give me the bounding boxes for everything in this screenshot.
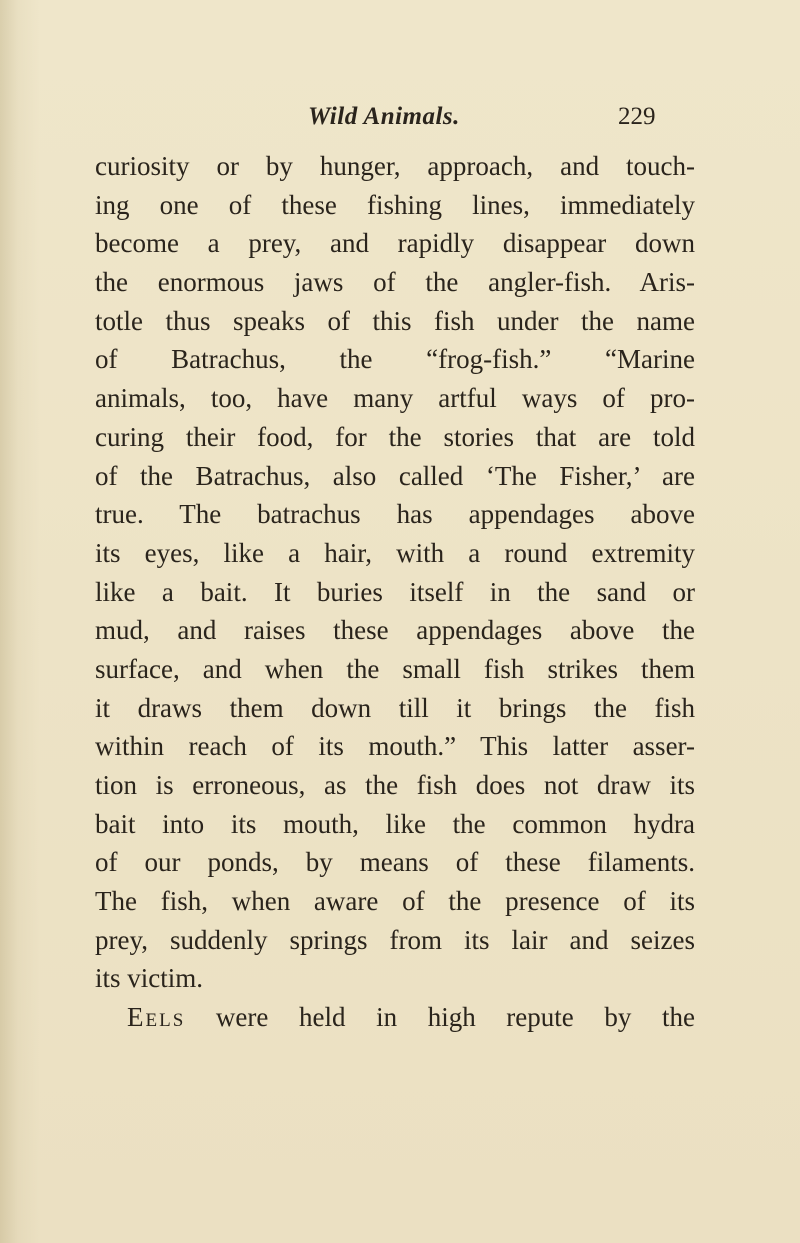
text-line: within reach of its mouth.” This latter asser- xyxy=(95,731,695,762)
page-header xyxy=(0,103,800,139)
text-line: like a bait. It buries itself in the sand or xyxy=(95,576,695,607)
text-line: mud, and raises these appendages above the xyxy=(95,615,695,646)
text-line: its victim. xyxy=(95,963,203,994)
text-line: curiosity or by hunger, approach, and touch- xyxy=(95,151,695,181)
text-line: become a prey, and rapidly disappear down xyxy=(95,228,695,259)
text-line: ing one of these fishing lines, immediately xyxy=(95,189,695,220)
text-line: the enormous jaws of the angler-fish. Aris- xyxy=(95,267,695,298)
small-caps-lead: Eels xyxy=(127,1002,186,1033)
text-line: tion is erroneous, as the fish does not draw its xyxy=(95,770,695,800)
text-line: bait into its mouth, like the common hydra xyxy=(95,808,695,839)
text-line: prey, suddenly springs from its lair and seizes xyxy=(95,924,695,955)
text-line: of the Batrachus, also called ‘The Fisher,’ are xyxy=(95,460,695,491)
text-line: of our ponds, by means of these filaments. xyxy=(95,847,695,878)
body-text xyxy=(95,147,695,1037)
text-line: surface, and when the small fish strikes them xyxy=(95,653,695,684)
text-line-rest: were held in high repute by the xyxy=(185,1002,695,1033)
text-line: true. The batrachus has appendages above xyxy=(95,499,695,530)
text-line: it draws them down till it brings the fish xyxy=(95,692,695,723)
text-line: curing their food, for the stories that are told xyxy=(95,421,695,452)
page-number: 229 xyxy=(618,103,656,130)
text-line: animals, too, have many artful ways of pro- xyxy=(95,383,695,414)
text-line: The fish, when aware of the presence of its xyxy=(95,886,695,917)
text-line: its eyes, like a hair, with a round extremity xyxy=(95,537,695,568)
running-title: Wild Animals. xyxy=(308,103,460,130)
text-line: of Batrachus, the “frog-fish.” “Marine xyxy=(95,344,695,375)
text-line: totle thus speaks of this fish under the name xyxy=(95,305,695,336)
paragraph-start-line xyxy=(95,998,695,1037)
